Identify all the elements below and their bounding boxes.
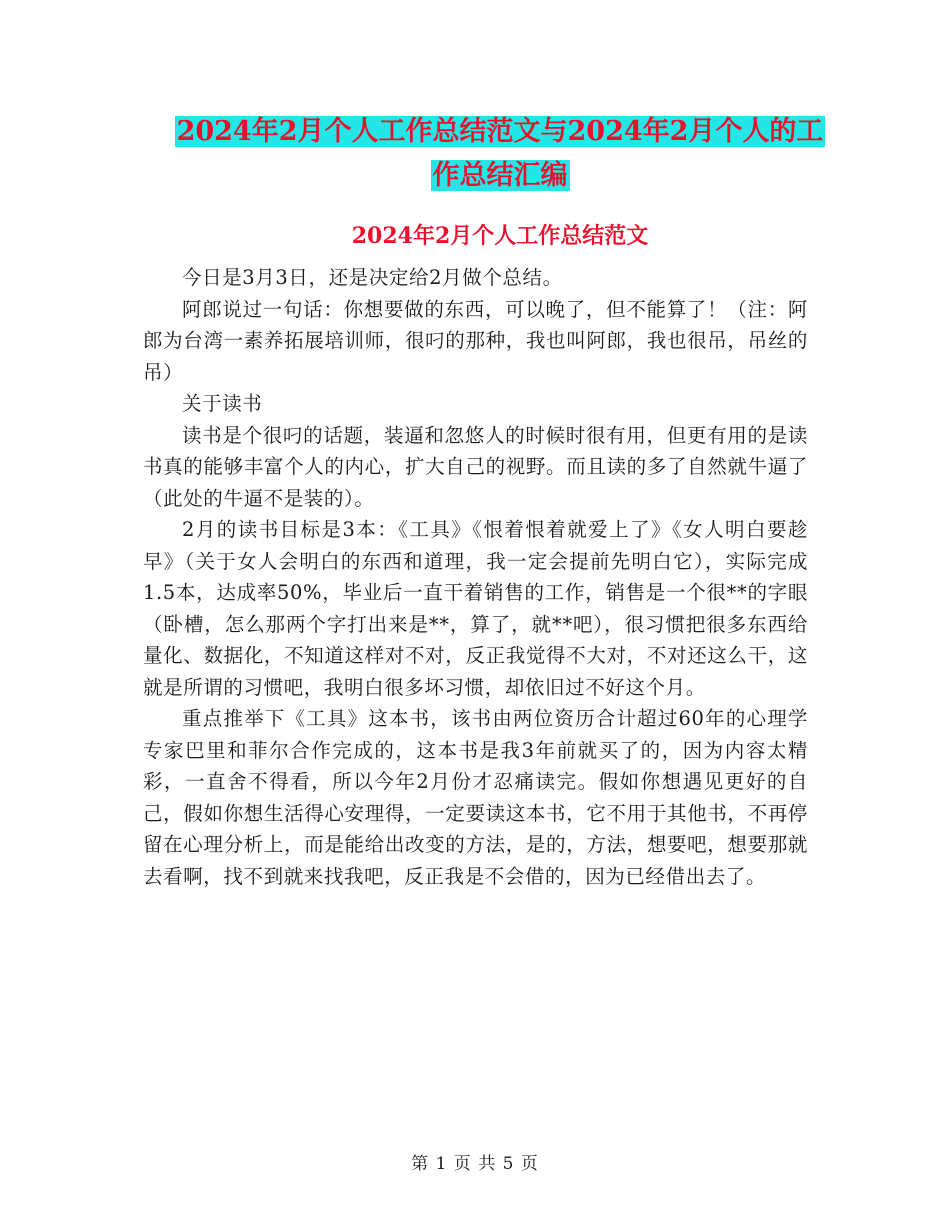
paragraph: 今日是3月3日，还是决定给2月做个总结。 xyxy=(182,266,563,289)
paragraph: 2月的读书目标是3本：《工具》《恨着恨着就爱上了》《女人明白要趁早》（关于女人会明白的东西和道理，我一定会提前先明白它），实际完成1.5本，达成率50%，毕业后一直干着销售的工作，销售是一个很**的字眼（卧槽，怎么那两个字打出来是**，算了，就**吧），很习惯把很多东西给量化、数据化，不知道这样对不对，反正我觉得不大对，不对还这么干，这就是所谓的习惯吧，我明白很多坏习惯，却依旧过不好这个月。 xyxy=(143,518,808,699)
page-number-footer: 第 1 页 共 5 页 xyxy=(411,1154,539,1174)
paragraph: 读书是个很叼的话题，装逼和忽悠人的时候时很有用，但更有用的是读书真的能够丰富个人的内心，扩大自己的视野。而且读的多了自然就牛逼了（此处的牛逼不是装的）。 xyxy=(143,423,808,510)
paragraph: 重点推举下《工具》这本书，该书由两位资历合计超过60年的心理学专家巴里和菲尔合作完成的，这本书是我3年前就买了的，因为内容太精彩，一直舍不得看，所以今年2月份才忍痛读完。假如你想遇见更好的自己，假如你想生活得心安理得，一定要读这本书，它不用于其他书，不再停留在心理分析上，而是能给出改变的方法，是的，方法，想要吧，想要那就去看啊，找不到就来找我吧，反正我是不会借的，因为已经借出去了。 xyxy=(143,707,808,888)
paragraph-heading: 关于读书 xyxy=(182,392,263,415)
section-title: 2024年2月个人工作总结范文 xyxy=(351,223,649,249)
document-title-line-2: 作总结汇编 xyxy=(432,160,568,191)
paragraph: 阿郎说过一句话：你想要做的东西，可以晚了，但不能算了！（注：阿郎为台湾一素养拓展培训师，很叼的那种，我也叫阿郎，我也很吊，吊丝的吊） xyxy=(143,297,808,384)
document-body xyxy=(143,262,808,892)
document-title xyxy=(140,110,860,198)
document-title-line-1: 2024年2月个人工作总结范文与2024年2月个人的工 xyxy=(176,116,824,147)
